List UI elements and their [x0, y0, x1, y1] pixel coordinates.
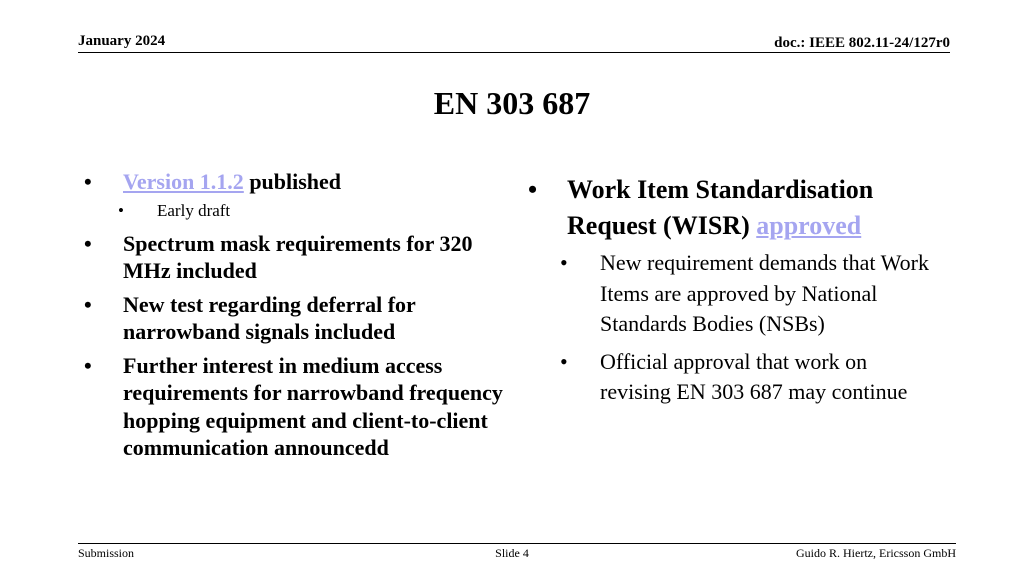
header-rule: [78, 52, 950, 53]
header-date: January 2024: [78, 33, 166, 49]
list-item-spectrum-mask: [78, 230, 508, 285]
bullet-icon: •: [84, 230, 92, 256]
slide-title: EN 303 687: [433, 85, 591, 121]
item-text: New test regarding deferral for narrowband signals included: [123, 291, 416, 344]
list-item-wisr: [520, 172, 940, 244]
item-text: Spectrum mask requirements for 320 MHz included: [123, 230, 473, 283]
wisr-text: Work Item Standardisation Request (WISR): [567, 175, 874, 240]
right-bullet-list: [520, 172, 940, 408]
bullet-icon: •: [560, 348, 568, 374]
left-column: [78, 168, 508, 468]
header-doc-id: doc.: IEEE 802.11-24/127r0: [774, 35, 950, 51]
bullet-icon: •: [84, 169, 92, 194]
list-item-version: [78, 168, 508, 196]
bullet-icon: •: [560, 250, 568, 275]
item-text: Further interest in medium access requirements for narrowband frequency hopping equipment and client-to-client communication announcedd: [123, 352, 503, 460]
subitem-text: New requirement demands that Work Items are approved by National Standards Bodies (NSBs): [600, 250, 929, 336]
bullet-icon: •: [84, 352, 92, 378]
subitem-text: Early draft: [157, 200, 231, 220]
footer-submission: Submission: [78, 546, 135, 560]
list-item-deferral-test: [78, 291, 508, 346]
list-subitem-official-approval: [520, 347, 940, 408]
version-link[interactable]: Version 1.1.2: [123, 169, 244, 194]
list-subitem-early-draft: [78, 200, 508, 222]
list-subitem-nsb-requirement: [520, 248, 940, 340]
footer-rule: [78, 543, 956, 544]
bullet-icon: •: [118, 200, 124, 220]
footer-slide-number: Slide 4: [495, 546, 529, 560]
subitem-text: Official approval that work on revising EN 303 687 may continue: [600, 348, 908, 404]
published-text: published: [243, 169, 342, 194]
footer-author: Guido R. Hiertz, Ericsson GmbH: [796, 546, 956, 560]
bullet-icon: •: [528, 175, 538, 204]
list-item-medium-access: [78, 352, 508, 462]
bullet-icon: •: [84, 291, 92, 317]
approved-link[interactable]: approved: [756, 211, 862, 240]
right-column: [520, 172, 940, 415]
left-bullet-list: [78, 168, 508, 462]
